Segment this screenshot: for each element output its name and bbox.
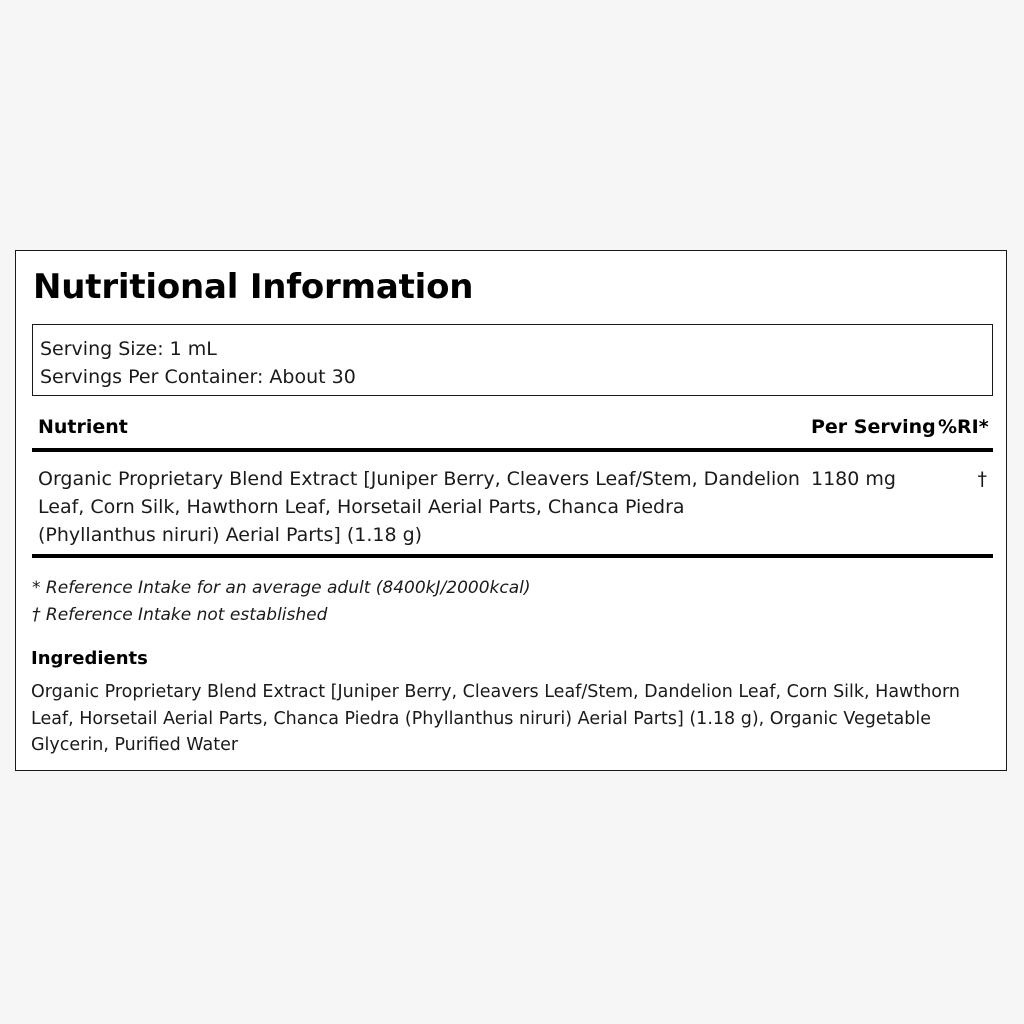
footnote-not-established: † Reference Intake not established [32,605,328,625]
footnotes [32,575,531,629]
header-divider [32,448,993,452]
header-nutrient: Nutrient [38,416,128,438]
header-ri: %RI* [938,416,989,438]
panel-title: Nutritional Information [33,267,474,307]
nutrient-table-header [32,414,993,448]
footnote-reference-intake: * Reference Intake for an average adult (8400kJ/2000kcal) [32,578,531,598]
row-nutrient: Organic Proprietary Blend Extract [Juniper Berry, Cleavers Leaf/Stem, Dandelion Leaf, Corn Silk, Hawthorn Leaf, Horsetail Aerial Parts, Chanca Piedra (Phyllanthus niruri) Aerial Parts] (1.18 g) [38,468,800,546]
ingredients-title: Ingredients [31,648,148,669]
serving-size: Serving Size: 1 mL [40,338,217,360]
nutrition-panel [15,250,1007,771]
row-per-serving: 1180 mg [811,468,896,490]
serving-info-box [32,324,993,396]
ingredients-text: Organic Proprietary Blend Extract [Juniper Berry, Cleavers Leaf/Stem, Dandelion Leaf, Corn Silk, Hawthorn Leaf, Horsetail Aerial Parts, Chanca Piedra (Phyllanthus niruri) Aerial Parts] (1.18 g), Organic Vegetable Glycerin, Purified Water [31,682,960,755]
servings-per-container: Servings Per Container: About 30 [40,366,356,388]
row-ri: † [977,468,987,490]
header-per-serving: Per Serving [811,416,936,438]
table-bottom-divider [32,554,993,558]
